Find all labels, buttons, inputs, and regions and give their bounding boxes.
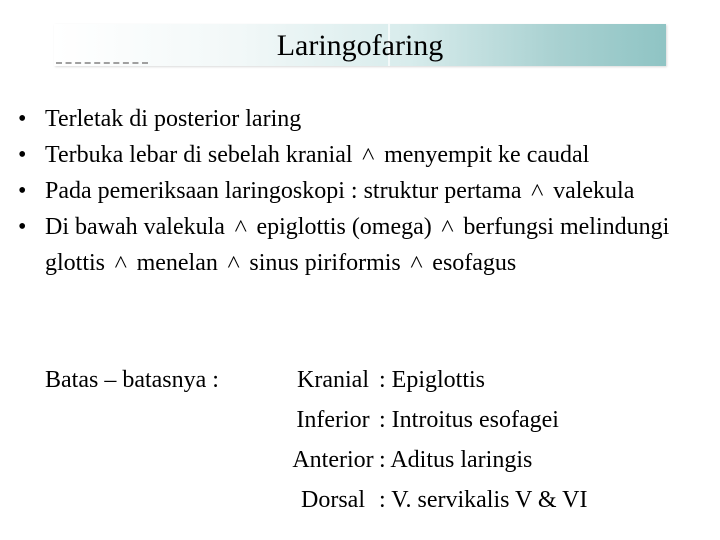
bullet-text: Pada pemeriksaan laringoskopi : struktur pertama [45,178,522,204]
batas-label: Batas – batasnya [45,367,207,393]
bullet-dot: • [18,178,27,204]
bullet-dot: • [18,142,27,168]
bullet-text: menelan [136,250,218,276]
bullet-text: Di bawah valekula [45,214,225,240]
batas-separator: : [212,367,219,393]
arrow-up-caret-icon: ˄ [361,142,376,168]
bullet-text: Terletak di posterior laring [45,106,302,132]
bullet-list [18,101,708,281]
bullet-text: epiglottis (omega) [256,214,432,240]
bullet-text: menyempit ke caudal [384,142,590,168]
bullet-text: berfungsi melindungi glottis [45,214,670,276]
batas-name: Kranial [297,367,369,393]
arrow-up-caret-icon: ˄ [409,250,424,276]
arrow-up-caret-icon: ˄ [530,178,545,204]
bullet-item [18,101,708,137]
batas-value: : V. servikalis V & VI [379,487,588,513]
batas-table [45,360,587,520]
batas-name: Inferior [296,407,370,433]
bullet-text: sinus piriformis [249,250,401,276]
batas-value: : Aditus laringis [379,447,533,473]
slide-title: Laringofaring [276,29,444,62]
batas-row [45,400,587,440]
bullet-item [18,137,708,173]
bullet-item [18,209,708,281]
batas-name: Dorsal [301,487,365,513]
bullet-item [18,173,708,209]
batas-row [45,440,587,480]
bullet-dot: • [18,214,27,240]
arrow-up-caret-icon: ˄ [114,250,128,276]
bullet-text: Terbuka lebar di sebelah kranial [45,142,353,168]
bullet-dot: • [18,106,27,132]
batas-name: Anterior [292,447,374,473]
bullet-text: valekula [553,178,635,204]
arrow-up-caret-icon: ˄ [440,214,455,240]
batas-value: : Introitus esofagei [379,407,559,433]
batas-row [45,360,587,400]
batas-row [45,480,587,520]
batas-value: : Epiglottis [379,367,486,393]
bullet-text: esofagus [432,250,517,276]
arrow-up-caret-icon: ˄ [226,250,241,276]
arrow-up-caret-icon: ˄ [233,214,248,240]
